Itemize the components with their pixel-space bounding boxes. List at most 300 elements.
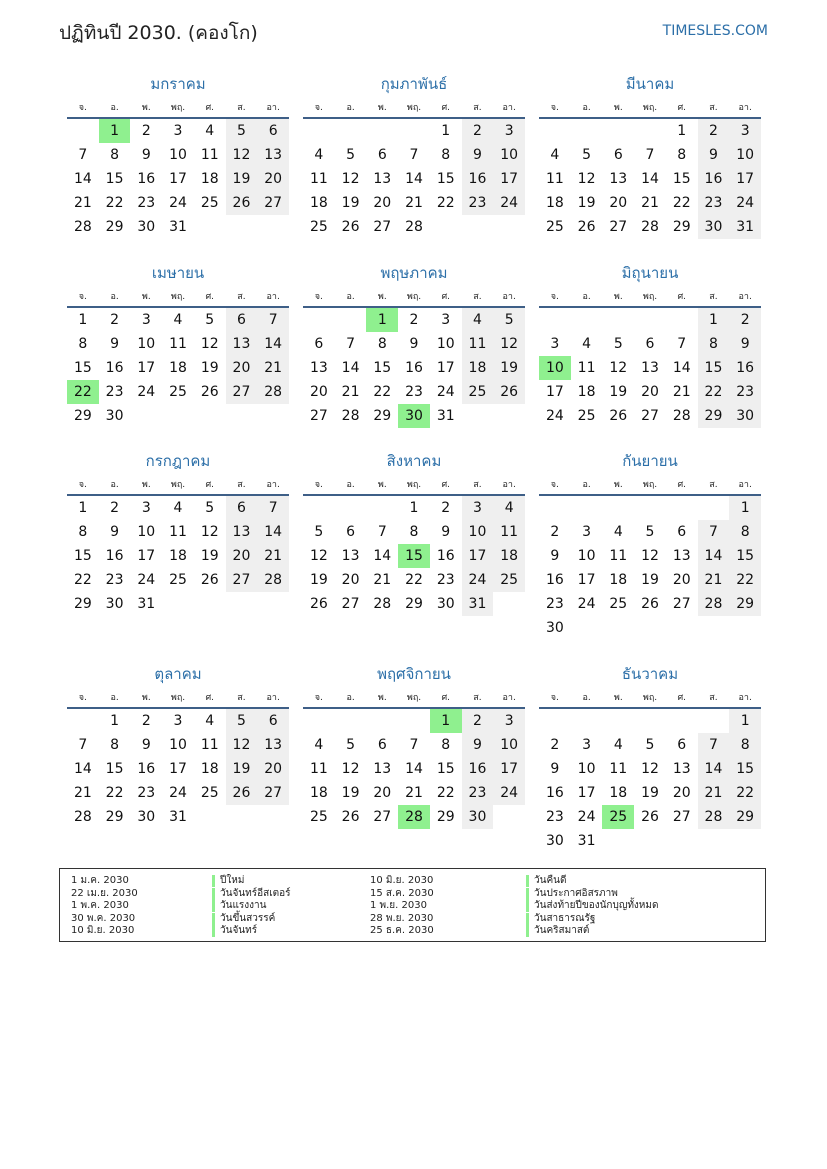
holiday-legend — [59, 868, 766, 942]
day-cell: 17 — [137, 548, 156, 564]
day-cell: 22 — [436, 785, 455, 801]
day-cell: 6 — [677, 737, 687, 753]
day-cell: 14 — [257, 520, 289, 544]
week-row — [67, 404, 289, 428]
day-cell: 15 — [105, 761, 124, 777]
empty-day-cell — [493, 215, 525, 239]
day-cell: 7 — [409, 147, 419, 163]
day-cell: 18 — [169, 548, 187, 564]
day-cell: 6 — [677, 524, 687, 540]
week-row — [67, 592, 289, 616]
weekday-label: พฤ. — [170, 103, 186, 113]
day-cell: 26 — [200, 572, 219, 588]
day-cell: 8 — [409, 524, 419, 540]
day-cell: 3 — [582, 524, 592, 540]
day-cell: 21 — [257, 356, 289, 380]
weekday-label: พฤ. — [170, 693, 186, 703]
day-cell: 12 — [641, 761, 659, 777]
day-cell: 25 — [462, 380, 494, 404]
day-cell: 18 — [309, 195, 328, 211]
day-cell: 31 — [462, 592, 494, 616]
day-cell: 22 — [67, 380, 99, 404]
month-block — [303, 68, 525, 239]
month-name: พฤศจิกายน — [377, 665, 451, 683]
month-block — [539, 445, 761, 640]
week-row — [539, 616, 761, 640]
day-cell: 22 — [436, 195, 455, 211]
day-cell: 23 — [462, 781, 494, 805]
month-name: กรกฎาคม — [145, 452, 211, 470]
day-cell: 4 — [582, 336, 592, 352]
legend-holiday-name: วันประกาศอิสรภาพ — [526, 888, 618, 900]
week-row — [303, 119, 525, 143]
day-cell: 19 — [200, 548, 219, 564]
weekday-label: พฤ. — [406, 292, 422, 302]
empty-day-cell — [194, 592, 226, 616]
weekday-label: พ. — [377, 103, 387, 113]
day-cell: 4 — [173, 500, 183, 516]
day-cell: 16 — [545, 572, 564, 588]
month-block — [539, 257, 761, 428]
month-block — [539, 68, 761, 239]
week-row — [303, 215, 525, 239]
day-cell: 4 — [613, 737, 623, 753]
day-cell: 13 — [341, 548, 360, 564]
empty-day-cell — [698, 829, 730, 853]
day-cell: 31 — [729, 215, 761, 239]
day-cell: 19 — [309, 572, 328, 588]
month-name: พฤษภาคม — [380, 264, 448, 282]
weekday-label: พฤ. — [642, 292, 658, 302]
day-cell: 26 — [309, 596, 328, 612]
empty-day-cell — [571, 496, 603, 520]
day-cell: 20 — [257, 167, 289, 191]
legend-holiday-name: ปีใหม่ — [212, 875, 244, 887]
week-row — [539, 356, 761, 380]
day-cell: 15 — [105, 171, 124, 187]
month-block — [303, 658, 525, 829]
day-cell: 1 — [441, 123, 451, 139]
day-cell: 12 — [226, 733, 258, 757]
day-cell: 5 — [205, 500, 215, 516]
day-cell: 28 — [672, 408, 691, 424]
week-row — [539, 829, 761, 853]
day-cell: 30 — [545, 833, 564, 849]
weekday-label: ศ. — [441, 292, 451, 302]
day-cell: 9 — [141, 737, 151, 753]
day-cell: 25 — [169, 572, 187, 588]
day-cell: 11 — [493, 520, 525, 544]
day-cell: 27 — [341, 596, 360, 612]
day-cell: 20 — [672, 572, 691, 588]
day-cell: 4 — [550, 147, 560, 163]
day-cell: 23 — [462, 191, 494, 215]
day-cell: 7 — [645, 147, 655, 163]
day-cell: 26 — [341, 809, 360, 825]
day-cell: 20 — [641, 384, 659, 400]
day-cell: 1 — [698, 308, 730, 332]
day-cell: 29 — [105, 809, 124, 825]
day-cell: 2 — [141, 123, 151, 139]
day-cell: 31 — [577, 833, 596, 849]
day-cell: 22 — [105, 785, 124, 801]
day-cell: 17 — [169, 171, 187, 187]
week-row — [303, 733, 525, 757]
day-cell: 11 — [309, 761, 328, 777]
day-cell: 17 — [545, 384, 564, 400]
day-cell: 26 — [341, 219, 360, 235]
weekday-header — [303, 286, 525, 308]
week-row — [303, 544, 525, 568]
day-cell: 6 — [613, 147, 623, 163]
month-name: เมษายน — [151, 264, 205, 282]
day-cell: 2 — [441, 500, 451, 516]
day-cell: 8 — [729, 520, 761, 544]
legend-date: 1 พ.ย. 2030 — [370, 900, 427, 911]
week-row — [539, 496, 761, 520]
day-cell: 10 — [577, 548, 596, 564]
weekday-label: ศ. — [677, 292, 687, 302]
weekday-label: ส. — [473, 693, 482, 703]
month-name: ตุลาคม — [154, 665, 202, 683]
day-cell: 15 — [436, 171, 455, 187]
week-row — [539, 520, 761, 544]
day-cell: 23 — [137, 195, 156, 211]
weekday-label: อา. — [738, 480, 752, 490]
day-cell: 4 — [462, 308, 494, 332]
site-link[interactable]: TIMESLES.COM — [662, 23, 768, 39]
day-cell: 3 — [493, 709, 525, 733]
empty-day-cell — [335, 496, 367, 520]
day-cell: 18 — [169, 360, 187, 376]
weekday-label: อา. — [738, 103, 752, 113]
day-cell: 12 — [200, 336, 219, 352]
day-cell: 16 — [137, 761, 156, 777]
day-cell: 10 — [729, 143, 761, 167]
day-cell: 6 — [226, 496, 258, 520]
weekday-label: พฤ. — [406, 103, 422, 113]
day-cell: 28 — [73, 219, 92, 235]
day-cell: 9 — [698, 143, 730, 167]
week-row — [67, 167, 289, 191]
day-cell: 18 — [493, 544, 525, 568]
day-cell: 16 — [436, 548, 455, 564]
empty-day-cell — [398, 709, 430, 733]
day-cell: 17 — [493, 757, 525, 781]
day-cell: 25 — [493, 568, 525, 592]
weekday-label: ศ. — [205, 480, 215, 490]
day-cell: 6 — [226, 308, 258, 332]
weekday-label: ส. — [709, 480, 718, 490]
day-cell: 1 — [110, 713, 120, 729]
empty-day-cell — [366, 119, 398, 143]
day-cell: 18 — [462, 356, 494, 380]
day-cell: 9 — [729, 332, 761, 356]
day-cell: 25 — [577, 408, 596, 424]
day-cell: 22 — [698, 380, 730, 404]
weekday-label: พฤ. — [406, 693, 422, 703]
day-cell: 27 — [373, 809, 392, 825]
empty-day-cell — [257, 215, 289, 239]
day-cell: 24 — [577, 596, 596, 612]
empty-day-cell — [335, 709, 367, 733]
empty-day-cell — [226, 805, 258, 829]
weekday-label: พ. — [613, 480, 623, 490]
weekday-label: ส. — [237, 292, 246, 302]
legend-date: 1 พ.ค. 2030 — [71, 900, 129, 911]
day-cell: 9 — [462, 733, 494, 757]
day-cell: 13 — [373, 171, 392, 187]
legend-holiday-name: วันจันทร์อีสเตอร์ — [212, 888, 291, 900]
empty-day-cell — [539, 308, 571, 332]
empty-day-cell — [130, 404, 162, 428]
day-cell: 19 — [609, 384, 628, 400]
day-cell: 8 — [78, 524, 88, 540]
day-cell: 7 — [78, 737, 88, 753]
empty-day-cell — [571, 119, 603, 143]
day-cell: 4 — [314, 737, 324, 753]
day-cell: 2 — [729, 308, 761, 332]
day-cell: 15 — [73, 360, 92, 376]
day-cell: 12 — [493, 332, 525, 356]
day-cell: 26 — [609, 408, 628, 424]
day-cell: 7 — [698, 733, 730, 757]
legend-date: 10 มิ.ย. 2030 — [370, 875, 434, 886]
weekday-label: ศ. — [205, 103, 215, 113]
weekday-label: จ. — [314, 480, 323, 490]
day-cell: 14 — [73, 171, 92, 187]
day-cell: 3 — [173, 123, 183, 139]
weekday-label: จ. — [78, 693, 87, 703]
legend-date: 1 ม.ค. 2030 — [71, 875, 129, 886]
weekday-label: ส. — [237, 693, 246, 703]
weekday-label: อ. — [110, 103, 119, 113]
legend-date: 22 เม.ย. 2030 — [71, 887, 138, 899]
month-name: มีนาคม — [625, 75, 675, 93]
day-cell: 17 — [462, 544, 494, 568]
empty-day-cell — [634, 119, 666, 143]
day-cell: 14 — [73, 761, 92, 777]
week-row — [539, 167, 761, 191]
day-cell: 12 — [577, 171, 596, 187]
week-row — [539, 592, 761, 616]
day-cell: 1 — [78, 500, 88, 516]
day-cell: 22 — [729, 781, 761, 805]
weekday-label: ศ. — [205, 693, 215, 703]
empty-day-cell — [226, 592, 258, 616]
empty-day-cell — [634, 616, 666, 640]
day-cell: 5 — [645, 524, 655, 540]
empty-day-cell — [698, 496, 730, 520]
day-cell: 26 — [641, 809, 659, 825]
empty-day-cell — [571, 616, 603, 640]
day-cell: 20 — [373, 195, 392, 211]
legend-holiday-name: วันส่งท้ายปีของนักบุญทั้งหมด — [526, 900, 659, 912]
legend-date: 15 ส.ค. 2030 — [370, 887, 434, 899]
day-cell: 18 — [577, 384, 596, 400]
empty-day-cell — [67, 709, 99, 733]
day-cell: 20 — [373, 785, 392, 801]
day-cell: 19 — [341, 785, 360, 801]
day-cell: 11 — [577, 360, 596, 376]
day-cell: 13 — [672, 548, 691, 564]
weekday-header — [539, 474, 761, 496]
day-cell: 5 — [645, 737, 655, 753]
weekday-label: พ. — [377, 292, 387, 302]
day-cell: 16 — [137, 171, 156, 187]
week-row — [303, 568, 525, 592]
day-cell: 16 — [105, 548, 124, 564]
weekday-label: อา. — [266, 480, 280, 490]
day-cell: 1 — [99, 119, 131, 143]
day-cell: 14 — [698, 757, 730, 781]
week-row — [539, 143, 761, 167]
week-row — [303, 167, 525, 191]
weekday-label: จ. — [78, 292, 87, 302]
day-cell: 13 — [257, 733, 289, 757]
month-block — [303, 445, 525, 616]
empty-day-cell — [602, 119, 634, 143]
empty-day-cell — [602, 829, 634, 853]
empty-day-cell — [698, 709, 730, 733]
day-cell: 5 — [314, 524, 324, 540]
day-cell: 30 — [698, 215, 730, 239]
day-cell: 10 — [493, 733, 525, 757]
empty-day-cell — [666, 709, 698, 733]
empty-day-cell — [226, 215, 258, 239]
day-cell: 30 — [729, 404, 761, 428]
day-cell: 19 — [641, 572, 659, 588]
weekday-label: ศ. — [441, 693, 451, 703]
weekday-label: พ. — [377, 480, 387, 490]
day-cell: 2 — [550, 737, 560, 753]
day-cell: 7 — [257, 496, 289, 520]
day-cell: 5 — [226, 709, 258, 733]
day-cell: 4 — [613, 524, 623, 540]
day-cell: 30 — [105, 596, 124, 612]
empty-day-cell — [398, 119, 430, 143]
day-cell: 13 — [257, 143, 289, 167]
month-block — [67, 445, 289, 616]
empty-day-cell — [67, 119, 99, 143]
day-cell: 21 — [698, 568, 730, 592]
day-cell: 8 — [110, 737, 120, 753]
weekday-label: ศ. — [677, 103, 687, 113]
weekday-header — [303, 687, 525, 709]
day-cell: 15 — [436, 761, 455, 777]
day-cell: 26 — [226, 191, 258, 215]
empty-day-cell — [634, 496, 666, 520]
week-row — [539, 119, 761, 143]
day-cell: 13 — [641, 360, 659, 376]
week-row — [67, 496, 289, 520]
day-cell: 1 — [729, 496, 761, 520]
day-cell: 26 — [226, 781, 258, 805]
day-cell: 3 — [462, 496, 494, 520]
week-row — [303, 404, 525, 428]
weekday-label: อ. — [110, 693, 119, 703]
day-cell: 7 — [78, 147, 88, 163]
day-cell: 10 — [137, 336, 156, 352]
day-cell: 10 — [462, 520, 494, 544]
day-cell: 11 — [169, 524, 187, 540]
day-cell: 11 — [462, 332, 494, 356]
weekday-label: ศ. — [441, 103, 451, 113]
day-cell: 25 — [609, 596, 628, 612]
day-cell: 8 — [377, 336, 387, 352]
weekday-label: ศ. — [677, 693, 687, 703]
day-cell: 8 — [698, 332, 730, 356]
weekday-header — [67, 687, 289, 709]
day-cell: 22 — [105, 195, 124, 211]
weekday-label: อา. — [502, 103, 516, 113]
day-cell: 28 — [73, 809, 92, 825]
empty-day-cell — [303, 709, 335, 733]
week-row — [67, 380, 289, 404]
day-cell: 3 — [582, 737, 592, 753]
day-cell: 19 — [200, 360, 219, 376]
day-cell: 7 — [409, 737, 419, 753]
week-row — [303, 520, 525, 544]
day-cell: 14 — [257, 332, 289, 356]
day-cell: 11 — [309, 171, 328, 187]
week-row — [67, 757, 289, 781]
weekday-label: จ. — [550, 693, 559, 703]
empty-day-cell — [602, 616, 634, 640]
day-cell: 8 — [110, 147, 120, 163]
day-cell: 4 — [314, 147, 324, 163]
week-row — [67, 308, 289, 332]
day-cell: 25 — [200, 785, 219, 801]
week-row — [539, 215, 761, 239]
day-cell: 26 — [200, 384, 219, 400]
empty-day-cell — [257, 805, 289, 829]
day-cell: 27 — [373, 219, 392, 235]
week-row — [67, 191, 289, 215]
day-cell: 24 — [169, 195, 187, 211]
empty-day-cell — [194, 404, 226, 428]
day-cell: 5 — [493, 308, 525, 332]
day-cell: 13 — [309, 360, 328, 376]
week-row — [67, 215, 289, 239]
day-cell: 9 — [462, 143, 494, 167]
day-cell: 10 — [577, 761, 596, 777]
week-row — [539, 781, 761, 805]
day-cell: 12 — [341, 761, 360, 777]
day-cell: 6 — [346, 524, 356, 540]
week-row — [67, 805, 289, 829]
day-cell: 20 — [226, 544, 258, 568]
day-cell: 26 — [493, 380, 525, 404]
day-cell: 5 — [582, 147, 592, 163]
day-cell: 30 — [137, 809, 156, 825]
day-cell: 25 — [169, 384, 187, 400]
day-cell: 31 — [436, 408, 455, 424]
day-cell: 24 — [137, 572, 156, 588]
weekday-label: จ. — [550, 480, 559, 490]
week-row — [67, 733, 289, 757]
weekday-label: จ. — [550, 103, 559, 113]
day-cell: 24 — [169, 785, 187, 801]
empty-day-cell — [162, 592, 194, 616]
weekday-label: พ. — [141, 103, 151, 113]
weekday-label: พ. — [613, 103, 623, 113]
month-name: มกราคม — [150, 75, 206, 93]
day-cell: 30 — [462, 805, 494, 829]
day-cell: 10 — [539, 356, 571, 380]
weekday-label: ส. — [473, 292, 482, 302]
weekday-label: ส. — [237, 480, 246, 490]
